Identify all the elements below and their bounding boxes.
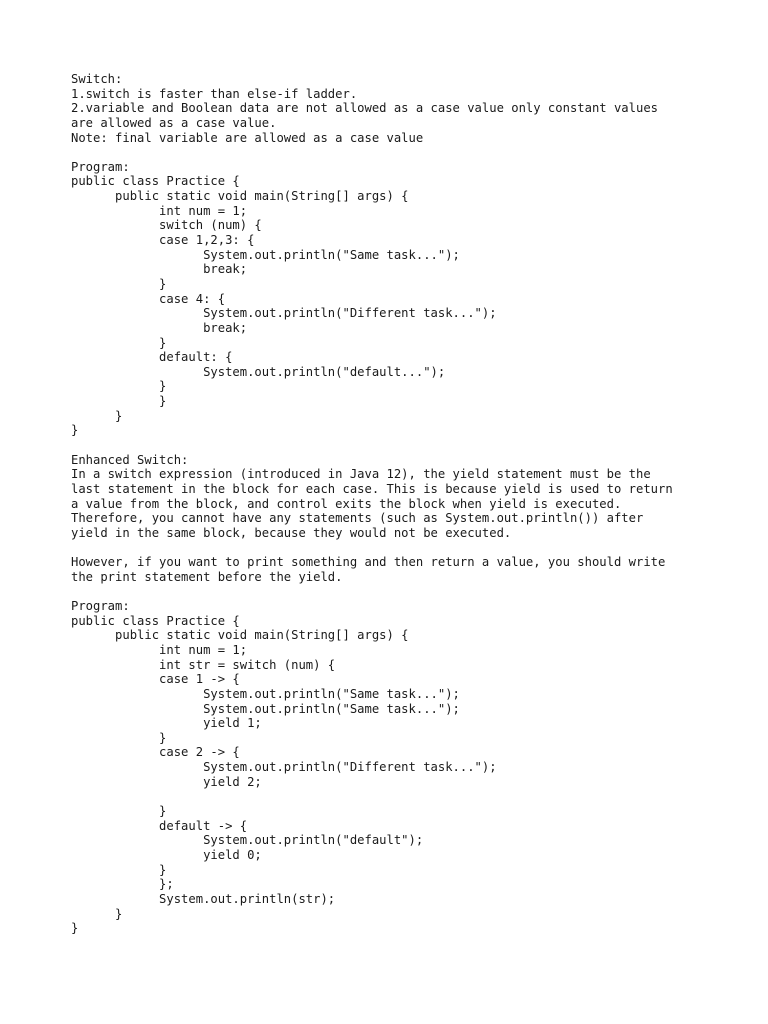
text-line: 2.variable and Boolean data are not allowed as a case value only constant values [71, 101, 658, 116]
text-line: case 1 -> { [71, 672, 240, 687]
text-line: the print statement before the yield. [71, 569, 343, 584]
text-line: are allowed as a case value. [71, 115, 277, 130]
text-line: case 4: { [71, 291, 226, 306]
text-line: break; [71, 320, 248, 335]
text-line: public class Practice { [71, 174, 240, 189]
text-line: Enhanced Switch: [71, 452, 189, 467]
text-line: In a switch expression (introduced in Java 12), the yield statement must be the [71, 467, 651, 482]
text-line: System.out.println("Different task..."); [71, 760, 497, 775]
text-line: int num = 1; [71, 642, 248, 657]
text-line: case 1,2,3: { [71, 233, 255, 248]
text-line: } [71, 276, 167, 291]
document-page [71, 72, 761, 936]
text-line: System.out.println("default"); [71, 833, 424, 848]
text-line: } [71, 408, 123, 423]
text-line: switch (num) { [71, 218, 262, 233]
text-line: } [71, 906, 123, 921]
text-line [71, 584, 761, 599]
text-line: System.out.println("Different task..."); [71, 306, 497, 321]
text-line: System.out.println("default..."); [71, 364, 446, 379]
text-line: yield 0; [71, 847, 262, 862]
text-line: int num = 1; [71, 203, 248, 218]
text-line: case 2 -> { [71, 745, 240, 760]
text-line: public static void main(String[] args) { [71, 189, 409, 204]
text-line: }; [71, 877, 174, 892]
text-line: System.out.println("Same task..."); [71, 247, 460, 262]
text-line: last statement in the block for each case. This is because yield is used to return [71, 481, 673, 496]
text-line: } [71, 862, 167, 877]
text-line: Switch: [71, 72, 123, 86]
text-line: Note: final variable are allowed as a case value [71, 130, 424, 145]
text-line [71, 789, 761, 804]
text-line: public class Practice { [71, 613, 240, 628]
text-line: yield 2; [71, 774, 262, 789]
text-line [71, 541, 761, 556]
text-line: } [71, 730, 167, 745]
text-line: public static void main(String[] args) { [71, 628, 409, 643]
text-line: } [71, 394, 167, 409]
text-line: 1.switch is faster than else-if ladder. [71, 86, 358, 101]
text-line: } [71, 921, 79, 936]
text-line: a value from the block, and control exits the block when yield is executed. [71, 496, 622, 511]
text-line: } [71, 423, 79, 438]
text-line: } [71, 804, 167, 819]
text-line: default: { [71, 350, 233, 365]
text-line: } [71, 335, 167, 350]
text-line: Program: [71, 159, 130, 174]
text-line: int str = switch (num) { [71, 657, 336, 672]
text-line [71, 438, 761, 453]
text-line: Program: [71, 599, 130, 614]
text-line: However, if you want to print something and then return a value, you should write [71, 555, 666, 570]
text-line: yield in the same block, because they would not be executed. [71, 525, 512, 540]
text-line: break; [71, 262, 248, 277]
text-line [71, 145, 761, 160]
text-line: default -> { [71, 818, 248, 833]
text-line: Therefore, you cannot have any statements (such as System.out.println()) after [71, 511, 644, 526]
text-line: System.out.println("Same task..."); [71, 686, 460, 701]
text-line: System.out.println("Same task..."); [71, 701, 460, 716]
text-line: } [71, 379, 167, 394]
text-line: yield 1; [71, 716, 262, 731]
text-line: System.out.println(str); [71, 891, 336, 906]
